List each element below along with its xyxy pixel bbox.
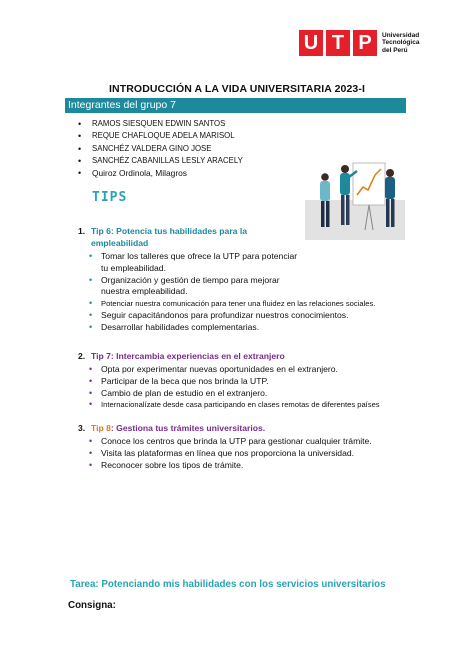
section-number: 1.: [78, 226, 86, 236]
tips-heading: TIPS: [92, 190, 128, 205]
document-title: INTRODUCCIÓN A LA VIDA UNIVERSITARIA 2023-I: [109, 83, 365, 95]
logo-letter-u: U: [299, 30, 323, 56]
tip-section-2: [78, 350, 408, 411]
list-item: • Potenciar nuestra comunicación para tener una fluidez en las relaciones sociales.: [89, 298, 376, 309]
member-item: • Quiroz Ordinola, Milagros: [78, 168, 187, 179]
list-item: • Seguir capacitándonos para profundizar nuestros conocimientos.: [89, 309, 349, 320]
bullet-list: [89, 436, 408, 471]
tip-section-1: [78, 225, 408, 334]
group-header: Integrantes del grupo 7: [65, 98, 406, 113]
member-item: • REQUE CHAFLOQUE ADELA MARISOL: [78, 131, 235, 142]
list-item: • Desarrollar habilidades complementarias.: [89, 321, 260, 332]
tip-section-3: [78, 422, 408, 471]
section-heading: Tip 7: Intercambia experiencias en el extranjero: [91, 351, 285, 361]
list-item: • Internacionalízate desde casa participando en clases remotas de diferentes países: [89, 399, 380, 410]
member-item: • SANCHÉZ CABANILLAS LESLY ARACELY: [78, 155, 243, 166]
list-item: • Visita las plataformas en línea que nos proporciona la universidad.: [89, 447, 355, 458]
logo-text: Universidad Tecnológica del Perú: [382, 31, 420, 54]
list-item: • Reconocer sobre los tipos de trámite.: [89, 459, 244, 470]
consigna-label: Consigna:: [68, 600, 116, 611]
section-number: 3.: [78, 423, 86, 433]
list-item: • Conoce los centros que brinda la UTP para gestionar cualquier trámite.: [89, 436, 372, 446]
members-list: [78, 118, 243, 179]
bullet-list: [89, 251, 408, 334]
list-item: • Organización y gestión de tiempo para mejorar nuestra empleabilidad.: [89, 274, 280, 297]
section-number: 2.: [78, 351, 86, 361]
list-item: • Opta por experimentar nuevas oportunidades en el extranjero.: [89, 364, 338, 374]
logo-letter-t: T: [326, 30, 350, 56]
section-heading: Tip 8: Gestiona tus trámites universitarios.: [91, 423, 266, 433]
list-item: • Participar de la beca que nos brinda la UTP.: [89, 375, 269, 386]
utp-logo: [299, 30, 419, 56]
member-item: • SANCHÉZ VALDERA GINO JOSE: [78, 143, 212, 154]
bullet-list: [89, 364, 408, 411]
section-heading: Tip 6: Potencia tus habilidades para la empleabilidad: [91, 226, 248, 248]
logo-letter-p: P: [353, 30, 377, 56]
tarea-heading: Tarea: Potenciando mis habilidades con los servicios universitarios: [70, 579, 386, 590]
member-item: • RAMOS SIESQUEN EDWIN SANTOS: [78, 119, 226, 129]
list-item: • Cambio de plan de estudio en el extranjero.: [89, 387, 268, 398]
list-item: • Tomar los talleres que ofrece la UTP para potenciar tu empleabilidad.: [89, 251, 298, 273]
